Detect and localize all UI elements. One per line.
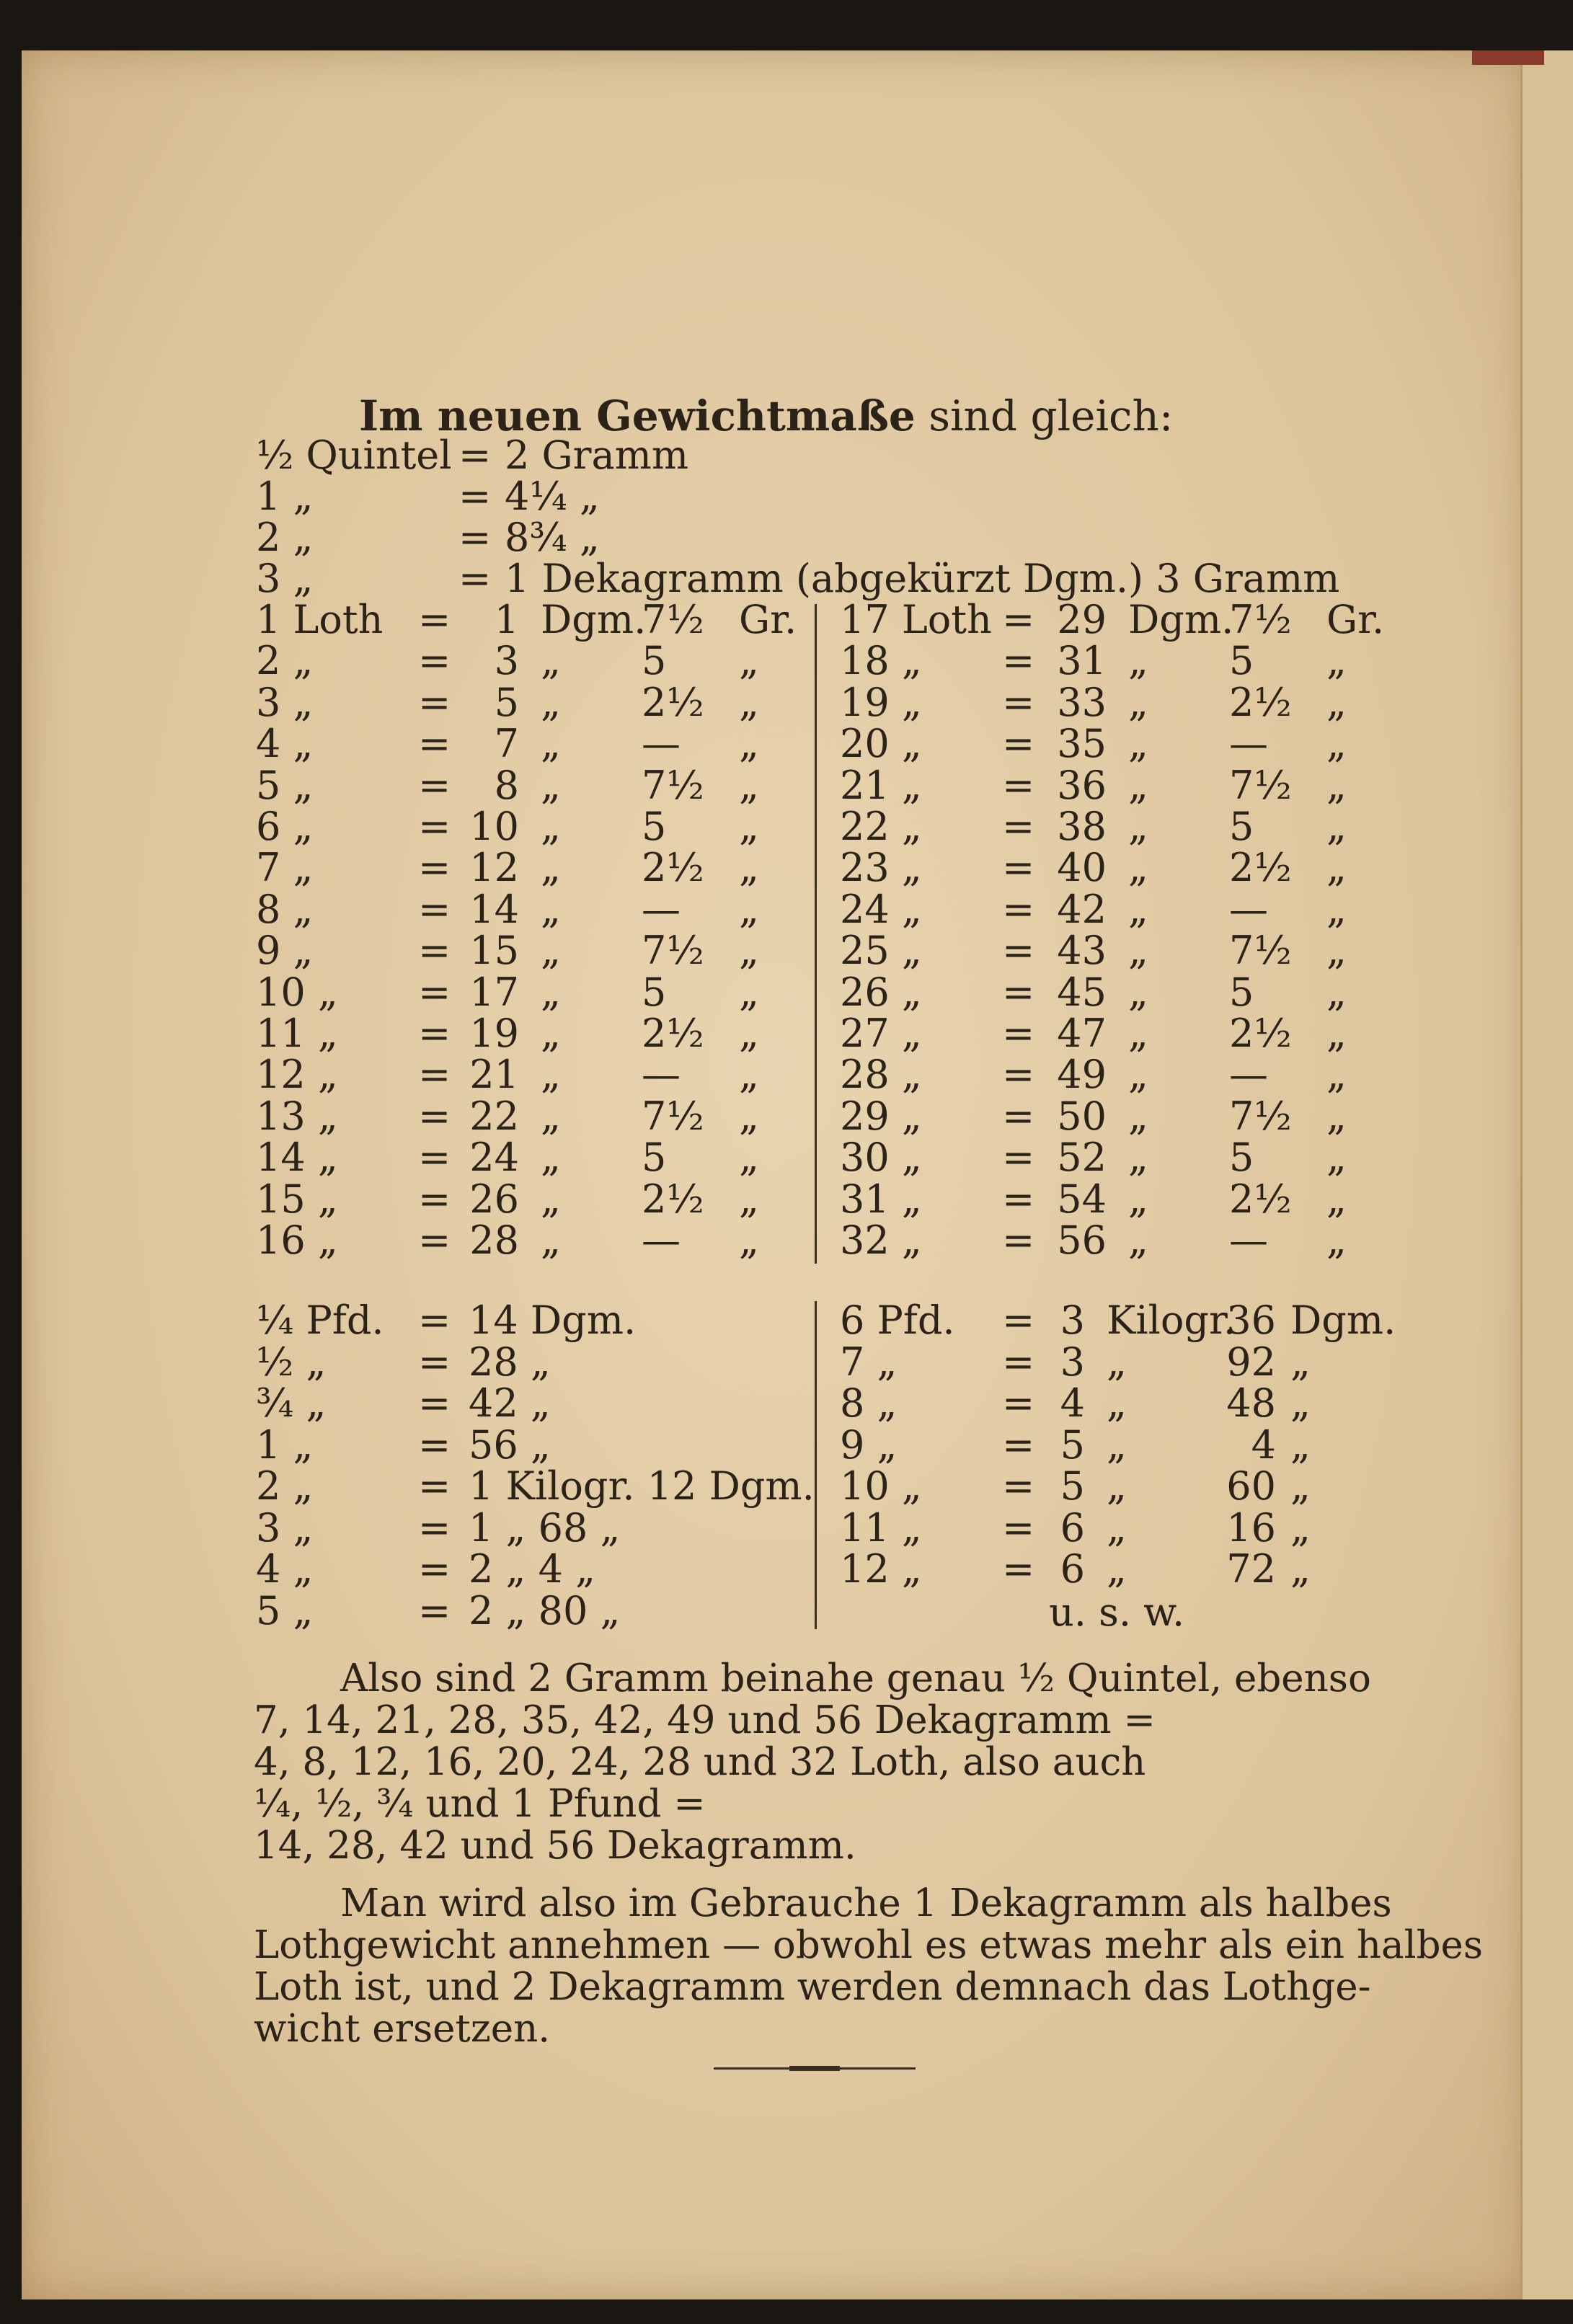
- loth-right-dgm-unit: „: [1128, 1176, 1148, 1222]
- heading-rest: sind gleich:: [929, 391, 1174, 440]
- pfund-right-equals: =: [1002, 1505, 1035, 1551]
- loth-left-gramm-unit: „: [739, 1011, 759, 1056]
- pfund-right-equals: =: [1002, 1463, 1035, 1509]
- loth-right-gramm-unit: „: [1326, 1011, 1347, 1056]
- loth-right-gramm-unit: „: [1326, 845, 1347, 890]
- loth-right-dgm: 42: [1057, 887, 1107, 932]
- loth-left-dgm-unit: „: [541, 928, 561, 973]
- pfund-right-dgm-unit: Dgm.: [1290, 1298, 1396, 1343]
- loth-right-dgm: 35: [1057, 721, 1107, 766]
- loth-left-gramm-unit: „: [739, 1135, 759, 1180]
- loth-right-dgm: 29: [1057, 597, 1107, 642]
- loth-left-gramm: —: [642, 1218, 681, 1263]
- pfund-right-kilogramm-unit: „: [1107, 1339, 1127, 1385]
- loth-right-dgm-unit: „: [1128, 1135, 1148, 1180]
- paragraph-1: [254, 1658, 1378, 1867]
- loth-left-gramm: —: [642, 721, 681, 766]
- loth-left-gramm-unit: „: [739, 680, 759, 725]
- loth-right-gramm: —: [1229, 1052, 1268, 1097]
- page-edge: [1520, 50, 1573, 2299]
- loth-left-gramm: 2½: [642, 845, 704, 890]
- loth-left-gramm: 7½: [642, 1094, 704, 1139]
- loth-left-dgm: 3: [494, 638, 519, 683]
- pfund-left-equals: =: [418, 1463, 451, 1509]
- loth-left-dgm: 26: [469, 1176, 519, 1222]
- loth-right-gramm-unit: „: [1326, 763, 1347, 808]
- pfund-right-equals: =: [1002, 1298, 1035, 1343]
- para1-line-4: ¼, ½, ¾ und 1 Pfund =: [254, 1782, 706, 1826]
- loth-right-equals: =: [1002, 1218, 1035, 1263]
- loth-left-count: 7 „: [256, 845, 314, 890]
- loth-right-count: 29 „: [840, 1094, 922, 1139]
- pfund-right-equals: =: [1002, 1546, 1035, 1592]
- loth-right-count: 22 „: [840, 804, 922, 849]
- loth-right-count: 18 „: [840, 638, 922, 683]
- loth-right-dgm-unit: „: [1128, 928, 1148, 973]
- pfund-left-value: 2 „ 4 „: [469, 1546, 596, 1592]
- loth-left-dgm: 14: [469, 887, 519, 932]
- loth-left-dgm-unit: „: [541, 1052, 561, 1097]
- usw-text: u. s. w.: [1049, 1589, 1185, 1635]
- loth-left-equals: =: [418, 1011, 451, 1056]
- loth-right-dgm-unit: „: [1128, 680, 1148, 725]
- loth-left-gramm: 5: [642, 804, 667, 849]
- pfund-right-count: 8 „: [840, 1380, 898, 1426]
- loth-left-equals: =: [418, 887, 451, 932]
- loth-right-gramm: 7½: [1229, 928, 1292, 973]
- heading: [359, 391, 1174, 440]
- loth-left-count: 3 „: [256, 680, 314, 725]
- loth-right-dgm: 38: [1057, 804, 1107, 849]
- loth-left-dgm: 12: [469, 845, 519, 890]
- loth-right-gramm: 7½: [1229, 597, 1292, 642]
- loth-left-dgm-unit: „: [541, 1218, 561, 1263]
- loth-left-dgm-unit: „: [541, 1094, 561, 1139]
- pfund-right-dgm: 48: [1226, 1380, 1276, 1426]
- loth-right-dgm-unit: „: [1128, 1218, 1148, 1263]
- pfund-left-equals: =: [418, 1546, 451, 1592]
- pfund-left-count: ¼ Pfd.: [256, 1298, 384, 1343]
- loth-left-gramm: 2½: [642, 1011, 704, 1056]
- loth-right-dgm-unit: „: [1128, 638, 1148, 683]
- loth-left-gramm-unit: „: [739, 804, 759, 849]
- quintel-row-label: ½ Quintel: [256, 433, 452, 478]
- loth-left-equals: =: [418, 638, 451, 683]
- pfund-right-kilogramm: 5: [1060, 1463, 1085, 1509]
- loth-right-gramm-unit: „: [1326, 928, 1347, 973]
- para1-line-1: Also sind 2 Gramm beinahe genau ½ Quintel, ebenso: [340, 1656, 1371, 1700]
- pfund-right-dgm-unit: „: [1290, 1505, 1311, 1551]
- loth-left-dgm: 17: [469, 970, 519, 1015]
- loth-left-dgm-unit: „: [541, 721, 561, 766]
- loth-right-count: 21 „: [840, 763, 922, 808]
- loth-right-count: 19 „: [840, 680, 922, 725]
- loth-right-count: 24 „: [840, 887, 922, 932]
- loth-right-dgm: 40: [1057, 845, 1107, 890]
- pfund-left-equals: =: [418, 1588, 451, 1633]
- loth-left-dgm: 7: [494, 721, 519, 766]
- quintel-row-label: 2 „: [256, 515, 314, 560]
- column-divider-pfund: [815, 1301, 817, 1629]
- loth-left-count: 5 „: [256, 763, 314, 808]
- loth-right-equals: =: [1002, 1135, 1035, 1180]
- pfund-left-value: 2 „ 80 „: [469, 1588, 621, 1633]
- loth-left-equals: =: [418, 1094, 451, 1139]
- paragraph-2: [254, 1881, 1484, 2051]
- loth-left-count: 4 „: [256, 721, 314, 766]
- loth-right-equals: =: [1002, 1052, 1035, 1097]
- loth-right-gramm: 7½: [1229, 763, 1292, 808]
- loth-right-dgm-unit: „: [1128, 1011, 1148, 1056]
- pfund-right-count: 10 „: [840, 1463, 922, 1509]
- loth-left-gramm-unit: „: [739, 845, 759, 890]
- loth-left-dgm-unit: „: [541, 680, 561, 725]
- loth-left-gramm-unit: „: [739, 1094, 759, 1139]
- pfund-right-kilogramm: 3: [1060, 1298, 1085, 1343]
- loth-right-dgm: 56: [1057, 1218, 1107, 1263]
- pfund-right-kilogramm: 4: [1060, 1380, 1085, 1426]
- loth-right-count: 23 „: [840, 845, 922, 890]
- para1-line-2: 7, 14, 21, 28, 35, 42, 49 und 56 Dekagramm =: [254, 1698, 1156, 1742]
- loth-left-count: 9 „: [256, 928, 314, 973]
- loth-right-equals: =: [1002, 1011, 1035, 1056]
- pfund-right-kilogramm-unit: „: [1107, 1463, 1127, 1509]
- loth-right-dgm-unit: „: [1128, 887, 1148, 932]
- loth-left-dgm: 15: [469, 928, 519, 973]
- loth-right-gramm-unit: „: [1326, 1135, 1347, 1180]
- loth-left-dgm: 10: [469, 804, 519, 849]
- loth-right-gramm-unit: „: [1326, 1218, 1347, 1263]
- pfund-left-count: 2 „: [256, 1463, 314, 1509]
- binding-strip: [1472, 50, 1544, 65]
- loth-left-gramm: 5: [642, 970, 667, 1015]
- loth-right-dgm: 43: [1057, 928, 1107, 973]
- loth-left-count: 13 „: [256, 1094, 338, 1139]
- loth-left-equals: =: [418, 804, 451, 849]
- loth-left-equals: =: [418, 597, 451, 642]
- loth-right-equals: =: [1002, 1176, 1035, 1222]
- loth-right-equals: =: [1002, 845, 1035, 890]
- loth-right-count: 26 „: [840, 970, 922, 1015]
- loth-left-count: 15 „: [256, 1176, 338, 1222]
- loth-right-count: 30 „: [840, 1135, 922, 1180]
- para1-line-3: 4, 8, 12, 16, 20, 24, 28 und 32 Loth, also auch: [254, 1740, 1146, 1784]
- quintel-row-value: 1 Dekagramm (abgekürzt Dgm.) 3 Gramm: [505, 556, 1340, 601]
- loth-left-equals: =: [418, 928, 451, 973]
- pfund-right-dgm: 92: [1226, 1339, 1276, 1385]
- loth-right-gramm-unit: „: [1326, 638, 1347, 683]
- loth-left-gramm: 5: [642, 638, 667, 683]
- quintel-row-label: 1 „: [256, 474, 314, 519]
- loth-right-gramm-unit: „: [1326, 887, 1347, 932]
- loth-right-gramm-unit: „: [1326, 1094, 1347, 1139]
- loth-left-count: 14 „: [256, 1135, 338, 1180]
- loth-right-gramm: 2½: [1229, 680, 1292, 725]
- loth-left-dgm-unit: „: [541, 763, 561, 808]
- pfund-right-count: 12 „: [840, 1546, 922, 1592]
- loth-left-dgm-unit: „: [541, 1135, 561, 1180]
- pfund-right-kilogramm: 6: [1060, 1546, 1085, 1592]
- pfund-right-equals: =: [1002, 1380, 1035, 1426]
- pfund-right-kilogramm-unit: „: [1107, 1546, 1127, 1592]
- loth-right-dgm: 31: [1057, 638, 1107, 683]
- loth-right-equals: =: [1002, 887, 1035, 932]
- loth-right-gramm: 5: [1229, 804, 1254, 849]
- loth-right-count: 27 „: [840, 1011, 922, 1056]
- loth-left-equals: =: [418, 970, 451, 1015]
- loth-right-gramm: 2½: [1229, 845, 1292, 890]
- loth-right-gramm: —: [1229, 887, 1268, 932]
- para2-line-1: Man wird also im Gebrauche 1 Dekagramm als halbes: [340, 1881, 1392, 1925]
- loth-right-dgm-unit: Dgm.: [1128, 597, 1234, 642]
- pfund-right-dgm-unit: „: [1290, 1380, 1311, 1426]
- pfund-right-equals: =: [1002, 1422, 1035, 1468]
- pfund-right-kilogramm: 5: [1060, 1422, 1085, 1468]
- pfund-left-equals: =: [418, 1298, 451, 1343]
- loth-right-gramm: 5: [1229, 638, 1254, 683]
- loth-right-equals: =: [1002, 804, 1035, 849]
- loth-right-dgm-unit: „: [1128, 1052, 1148, 1097]
- loth-left-dgm: 1: [494, 597, 519, 642]
- quintel-row-value: 8¾ „: [505, 515, 600, 560]
- loth-right-gramm: —: [1229, 1218, 1268, 1263]
- quintel-row-label: 3 „: [256, 556, 314, 601]
- pfund-right-dgm: 36: [1226, 1298, 1276, 1343]
- para2-line-4: wicht ersetzen.: [254, 2007, 551, 2051]
- loth-right-dgm-unit: „: [1128, 763, 1148, 808]
- pfund-right-dgm: 4: [1251, 1422, 1276, 1468]
- loth-left-dgm-unit: „: [541, 970, 561, 1015]
- loth-right-dgm-unit: „: [1128, 970, 1148, 1015]
- loth-right-equals: =: [1002, 763, 1035, 808]
- loth-left-gramm: 2½: [642, 680, 704, 725]
- loth-left-gramm: 7½: [642, 928, 704, 973]
- pfund-right-dgm: 16: [1226, 1505, 1276, 1551]
- loth-left-count: 8 „: [256, 887, 314, 932]
- loth-left-gramm-unit: „: [739, 970, 759, 1015]
- loth-left-dgm-unit: „: [541, 804, 561, 849]
- loth-right-gramm-unit: „: [1326, 1176, 1347, 1222]
- loth-right-dgm: 52: [1057, 1135, 1107, 1180]
- quintel-row-equals: =: [458, 433, 492, 478]
- loth-left-dgm-unit: „: [541, 1176, 561, 1222]
- loth-left-gramm: 7½: [642, 763, 704, 808]
- pfund-left-count: 1 „: [256, 1422, 314, 1468]
- loth-right-dgm: 49: [1057, 1052, 1107, 1097]
- loth-left-dgm: 21: [469, 1052, 519, 1097]
- loth-left-gramm-unit: „: [739, 887, 759, 932]
- pfund-right-dgm: 72: [1226, 1546, 1276, 1592]
- pfund-left-value: 1 Kilogr. 12 Dgm.: [469, 1463, 815, 1509]
- loth-left-count: 6 „: [256, 804, 314, 849]
- para2-line-2: Lothgewicht annehmen — obwohl es etwas mehr als ein halbes: [254, 1923, 1484, 1967]
- loth-left-gramm-unit: „: [739, 1052, 759, 1097]
- loth-right-count: 31 „: [840, 1176, 922, 1222]
- pfund-left-count: 4 „: [256, 1546, 314, 1592]
- loth-right-dgm-unit: „: [1128, 804, 1148, 849]
- pfund-left-value: 28 „: [469, 1339, 551, 1385]
- loth-left-equals: =: [418, 1052, 451, 1097]
- pfund-right-kilogramm: 6: [1060, 1505, 1085, 1551]
- loth-right-dgm: 36: [1057, 763, 1107, 808]
- pfund-left-value: 14 Dgm.: [469, 1298, 637, 1343]
- pfund-right-count: 7 „: [840, 1339, 898, 1385]
- loth-left-equals: =: [418, 1176, 451, 1222]
- pfund-right-equals: =: [1002, 1339, 1035, 1385]
- loth-left-dgm-unit: „: [541, 1011, 561, 1056]
- loth-right-count: 25 „: [840, 928, 922, 973]
- loth-right-equals: =: [1002, 680, 1035, 725]
- loth-left-gramm-unit: Gr.: [739, 597, 797, 642]
- pfund-right-count: 11 „: [840, 1505, 922, 1551]
- pfund-left-count: 3 „: [256, 1505, 314, 1551]
- pfund-right-kilogramm-unit: „: [1107, 1422, 1127, 1468]
- loth-left-dgm: 19: [469, 1011, 519, 1056]
- quintel-row-value: 4¼ „: [505, 474, 600, 519]
- loth-right-dgm: 47: [1057, 1011, 1107, 1056]
- pfund-right-count: 9 „: [840, 1422, 898, 1468]
- loth-left-gramm-unit: „: [739, 928, 759, 973]
- loth-right-dgm-unit: „: [1128, 721, 1148, 766]
- loth-right-count: 32 „: [840, 1218, 922, 1263]
- pfund-left-value: 42 „: [469, 1380, 551, 1426]
- pfund-left-value: 1 „ 68 „: [469, 1505, 621, 1551]
- loth-left-dgm: 8: [494, 763, 519, 808]
- loth-right-dgm-unit: „: [1128, 1094, 1148, 1139]
- pfund-right-dgm-unit: „: [1290, 1422, 1311, 1468]
- loth-right-dgm: 54: [1057, 1176, 1107, 1222]
- pfund-right-count: 6 Pfd.: [840, 1298, 955, 1343]
- loth-right-gramm: 5: [1229, 1135, 1254, 1180]
- loth-left-count: 12 „: [256, 1052, 338, 1097]
- pfund-right-dgm-unit: „: [1290, 1339, 1311, 1385]
- loth-left-gramm: —: [642, 887, 681, 932]
- loth-left-dgm-unit: „: [541, 638, 561, 683]
- loth-left-count: 11 „: [256, 1011, 338, 1056]
- loth-right-gramm-unit: „: [1326, 1052, 1347, 1097]
- pfund-left-count: 5 „: [256, 1588, 314, 1633]
- quintel-row-equals: =: [458, 515, 492, 560]
- loth-right-equals: =: [1002, 638, 1035, 683]
- loth-right-gramm: 2½: [1229, 1011, 1292, 1056]
- loth-left-count: 1 Loth: [256, 597, 384, 642]
- pfund-left-count: ¾ „: [256, 1380, 327, 1426]
- loth-left-dgm-unit: „: [541, 887, 561, 932]
- loth-left-dgm-unit: „: [541, 845, 561, 890]
- loth-left-gramm: 5: [642, 1135, 667, 1180]
- loth-left-gramm: —: [642, 1052, 681, 1097]
- end-ornament-center: [789, 2066, 840, 2071]
- loth-left-dgm: 28: [469, 1218, 519, 1263]
- loth-left-dgm: 24: [469, 1135, 519, 1180]
- loth-right-equals: =: [1002, 928, 1035, 973]
- loth-right-gramm: 5: [1229, 970, 1254, 1015]
- loth-right-dgm: 45: [1057, 970, 1107, 1015]
- pfund-right-dgm-unit: „: [1290, 1463, 1311, 1509]
- loth-right-equals: =: [1002, 597, 1035, 642]
- pfund-left-equals: =: [418, 1422, 451, 1468]
- loth-right-equals: =: [1002, 970, 1035, 1015]
- pfund-left-value: 56 „: [469, 1422, 551, 1468]
- loth-right-gramm-unit: „: [1326, 721, 1347, 766]
- loth-left-count: 10 „: [256, 970, 338, 1015]
- loth-left-gramm: 2½: [642, 1176, 704, 1222]
- pfund-right-dgm: 60: [1226, 1463, 1276, 1509]
- loth-right-gramm-unit: „: [1326, 804, 1347, 849]
- pfund-left-equals: =: [418, 1380, 451, 1426]
- loth-left-count: 16 „: [256, 1218, 338, 1263]
- loth-right-dgm: 33: [1057, 680, 1107, 725]
- para1-line-5: 14, 28, 42 und 56 Dekagramm.: [254, 1824, 856, 1868]
- loth-left-gramm-unit: „: [739, 763, 759, 808]
- loth-right-equals: =: [1002, 721, 1035, 766]
- loth-right-gramm-unit: Gr.: [1326, 597, 1385, 642]
- loth-left-equals: =: [418, 1218, 451, 1263]
- loth-left-gramm-unit: „: [739, 638, 759, 683]
- loth-right-gramm: 7½: [1229, 1094, 1292, 1139]
- loth-left-gramm-unit: „: [739, 1176, 759, 1222]
- loth-left-equals: =: [418, 721, 451, 766]
- pfund-left-equals: =: [418, 1339, 451, 1385]
- loth-left-equals: =: [418, 763, 451, 808]
- loth-right-equals: =: [1002, 1094, 1035, 1139]
- loth-left-dgm-unit: Dgm.: [541, 597, 647, 642]
- loth-left-dgm: 22: [469, 1094, 519, 1139]
- loth-right-gramm-unit: „: [1326, 680, 1347, 725]
- pfund-right-kilogramm-unit: Kilogr.: [1107, 1298, 1236, 1343]
- loth-right-count: 28 „: [840, 1052, 922, 1097]
- pfund-left-equals: =: [418, 1505, 451, 1551]
- loth-right-gramm: 2½: [1229, 1176, 1292, 1222]
- loth-left-gramm: 7½: [642, 597, 704, 642]
- loth-left-equals: =: [418, 1135, 451, 1180]
- loth-right-dgm-unit: „: [1128, 845, 1148, 890]
- loth-left-gramm-unit: „: [739, 1218, 759, 1263]
- loth-right-count: 17 Loth: [840, 597, 992, 642]
- loth-right-gramm-unit: „: [1326, 970, 1347, 1015]
- loth-right-dgm: 50: [1057, 1094, 1107, 1139]
- pfund-right-kilogramm-unit: „: [1107, 1505, 1127, 1551]
- loth-right-count: 20 „: [840, 721, 922, 766]
- quintel-row-equals: =: [458, 556, 492, 601]
- pfund-right-kilogramm: 3: [1060, 1339, 1085, 1385]
- pfund-right-kilogramm-unit: „: [1107, 1380, 1127, 1426]
- loth-left-dgm: 5: [494, 680, 519, 725]
- quintel-row-value: 2 Gramm: [505, 433, 689, 478]
- loth-left-equals: =: [418, 845, 451, 890]
- loth-left-gramm-unit: „: [739, 721, 759, 766]
- loth-right-gramm: —: [1229, 721, 1268, 766]
- loth-left-count: 2 „: [256, 638, 314, 683]
- para2-line-3: Loth ist, und 2 Dekagramm werden demnach das Lothge-: [254, 1965, 1371, 2009]
- pfund-left-count: ½ „: [256, 1339, 327, 1385]
- quintel-row-equals: =: [458, 474, 492, 519]
- pfund-right-dgm-unit: „: [1290, 1546, 1311, 1592]
- column-divider-loth: [815, 604, 817, 1264]
- loth-left-equals: =: [418, 680, 451, 725]
- heading-bold: Im neuen Gewichtmaße: [359, 391, 916, 440]
